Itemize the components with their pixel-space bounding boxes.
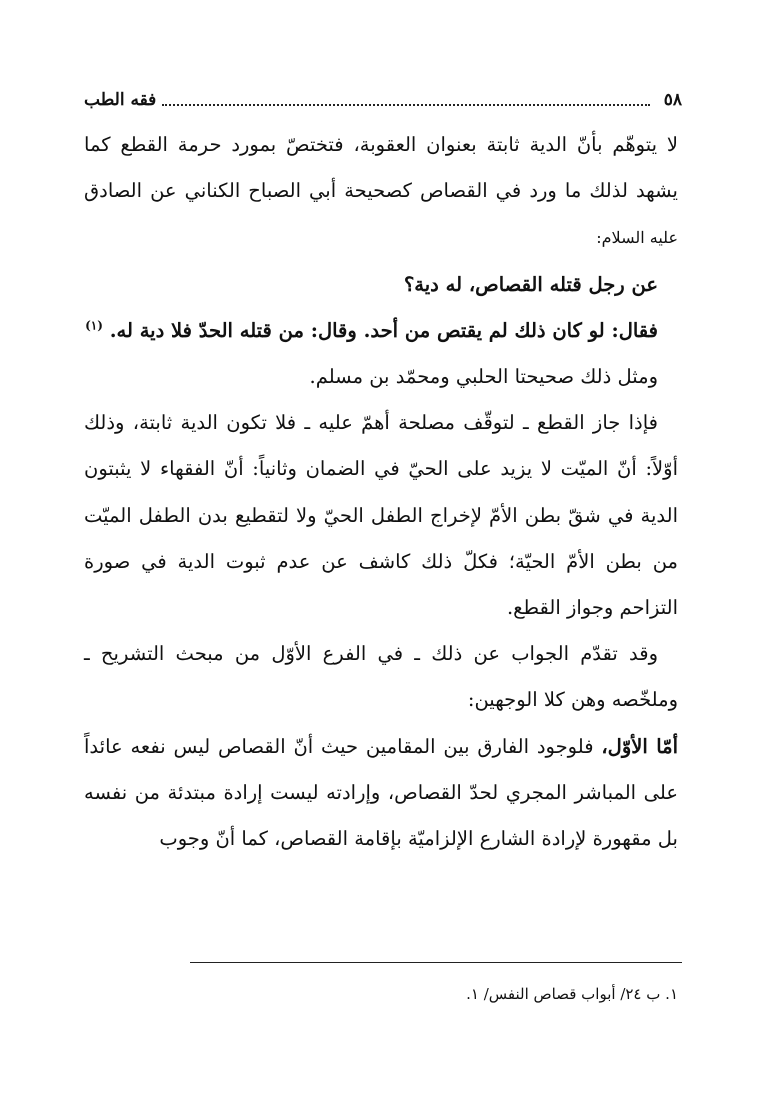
- paragraph-quote-question: عن رجل قتله القصاص، له دية؟: [403, 272, 658, 296]
- dotted-leader: [162, 104, 649, 106]
- paragraph: لا يتوهّم بأنّ الدية ثابتة بعنوان العقوبة، فتختصّ بمورد حرمة القطع كما يشهد لذلك ما ورد في القصاص كصحيحة أبي الصباح الكناني عن الصادق عليه السلام:: [84, 133, 678, 248]
- footnote-divider: [190, 962, 682, 963]
- paragraph: وقد تقدّم الجواب عن ذلك ـ في الفرع الأوّل من مبحث التشريح ـ وملخّصه وهن كلا الوجهين:: [84, 642, 678, 712]
- running-title: فقه الطب: [84, 90, 157, 110]
- paragraph: أمّا الأوّل، فلوجود الفارق بين المقامين حيث أنّ القصاص ليس نفعه عائداً على المباشر المجري لحدّ القصاص، وإرادته ليست إرادة مبتدئة من نفسه بل مقهورة لإرادة الشارع الإلزاميّة بإقامة القصاص، كما أنّ وجوب: [84, 734, 678, 851]
- paragraph-lead: أمّا الأوّل،: [601, 734, 678, 758]
- paragraph-quote-answer: فقال: لو كان ذلك لم يقتص من أحد. وقال: من قتله الحدّ فلا دية له. $^{(١)}$: [85, 318, 658, 342]
- footnote: ١. ب ٢٤/ أبواب قصاص النفس/ ١.: [466, 985, 678, 1003]
- page-number: ٥٨: [663, 90, 682, 110]
- main-text: [84, 122, 678, 862]
- footnote-reference: (١): [85, 318, 103, 333]
- running-header: [84, 86, 682, 114]
- paragraph: فإذا جاز القطع ـ لتوقّف مصلحة أهمّ عليه ـ فلا تكون الدية ثابتة، وذلك أوّلاً: أنّ الميّت لا يزيد على الحيّ في الضمان وثانياً: أنّ الفقهاء لا يثبتون الدية في شقّ بطن الأمّ لإخراج الطفل الحيّ ولا لتقطيع بدن الطفل الميّت من بطن الأمّ الحيّة؛ فكلّ ذلك كاشف عن عدم ثبوت الدية في صورة التزاحم وجواز القطع.: [84, 411, 678, 620]
- paragraph: ومثل ذلك صحيحتا الحلبي ومحمّد بن مسلم.: [309, 365, 658, 389]
